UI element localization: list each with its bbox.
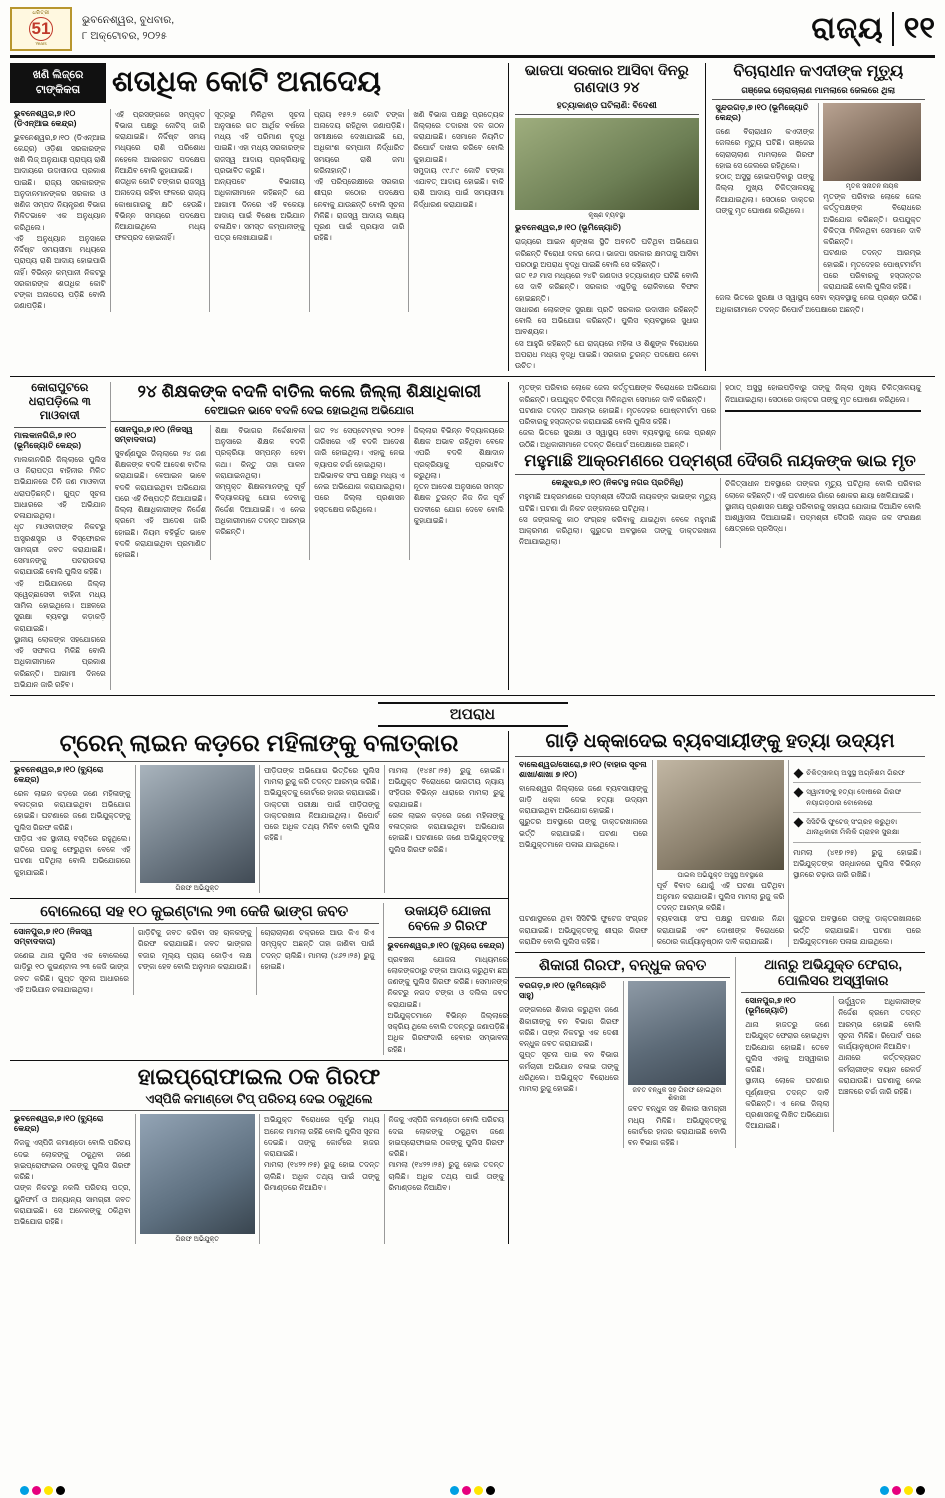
lead-column-2 <box>110 109 210 312</box>
murder-byline: ବାଲେଶ୍ୱର/ସୋରୋ,୭।୧୦ (ବାହାର ସୂଚନା ଶାଖା/ଶାଖା ୭।୧୦) <box>519 759 647 779</box>
highprofile-byline: ଭୁବନେଶ୍ୱର,୭।୧୦ (ବ୍ୟୁରୋ କେନ୍ଦ୍ର) <box>14 1114 104 1134</box>
color-swatch-yellow <box>904 1486 913 1495</box>
yojana-para-1: ପ୍ରବଞ୍ଚନା ଯୋଜନା ମାଧ୍ୟମରେ ଲୋକଙ୍କଠାରୁ ଟଙ୍କା ଆଦାୟ କରୁଥିବା ଛଅ ଜଣଙ୍କୁ ପୁଲିସ ଗିରଫ କରିଛି। ସେମାନଙ୍କ ନିକଟରୁ ନଗଦ ଟଙ୍କା ଓ ଦଲିଲ ଜବତ କରାଯାଇଛି। <box>387 954 508 1009</box>
divider <box>515 952 925 953</box>
divider <box>10 695 935 696</box>
lead-para-2: ଏହି ଅନୁଧ୍ୟାନ ଅନୁସାରେ ନିର୍ଦ୍ଦିଷ୍ଟ ସମୟସୀମା ମଧ୍ୟରେ ପ୍ରାପ୍ୟ ରାଶି ଆଦାୟ ହୋଇପାରି ନାହିଁ। ବିଭିନ୍ନ କମ୍ପାନୀ ନିକଟରୁ ସରକାରଙ୍କ ଶତାଧିକ କୋଟି ଟଙ୍କା ଅନାଦେୟ ପଡ଼ିଛି ବୋଲି ଜଣାପଡ଼ିଛି। <box>14 233 106 311</box>
lead-para-6: ଅନ୍ୟପଟେ ବିଭାଗୀୟ ଅଧିକାରୀମାନେ କହିଛନ୍ତି ଯେ ଆଗାମୀ ଦିନରେ ଏହି ବକେୟା ଆଦାୟ ପାଇଁ ବିଶେଷ ଅଭିଯାନ ଚଳାଯିବ। ସମସ୍ତ କମ୍ପାନୀଙ୍କୁ ପତ୍ର ଲେଖାଯାଇଛି। <box>214 177 305 243</box>
police-story <box>736 957 925 1148</box>
custody-photo-caption: ମୃତକ ସନାତନ ନାୟକ <box>845 183 899 191</box>
murder-photo <box>657 760 785 870</box>
divider <box>515 756 925 757</box>
custody-para-1: ଜଣେ ବିଚାରାଧୀନ କଏଦୀଙ୍କ ଜେଲରେ ମୃତ୍ୟୁ ଘଟିଛି। ଗଞ୍ଜେଇ ଚୋରାଚାଲାଣ ମାମଲାରେ ଗିରଫ ହୋଇ ସେ ଜେଲରେ ରହିଥିଲେ। <box>715 127 815 170</box>
lead-story <box>10 63 508 371</box>
minister-para-4: ସେ ଆହୁରି କହିଛନ୍ତି ଯେ ରାଜ୍ୟରେ ମହିଳା ଓ ଶିଶୁଙ୍କ ବିରୋଧରେ ଅପରାଧ ମଧ୍ୟ ବୃଦ୍ଧି ପାଇଛି। ସରକାର ତୁରନ୍ତ ପଦକ୍ଷେପ ନେବା ଉଚିତ। <box>515 338 699 371</box>
train-columns <box>10 765 508 893</box>
mid-block <box>10 382 935 690</box>
teacher-para-6: ଅଭିଭାବକ ସଂଘ ପକ୍ଷରୁ ମଧ୍ୟ ଏ ନେଇ ଅଭିଯୋଗ କରାଯାଇଥିଲା। ପରେ ଜିଲ୍ଲା ପ୍ରଶାସନ ହସ୍ତକ୍ଷେପ କରିଥିଲେ। <box>314 470 405 514</box>
swatch-group-left <box>20 1486 65 1495</box>
bolero-column-3 <box>256 927 379 995</box>
maoist-story <box>10 382 110 690</box>
masthead-right <box>811 12 935 46</box>
lead-column-5 <box>408 109 508 312</box>
bees-story <box>720 382 925 450</box>
lead-headline: ଶତାଧିକ କୋଟି ଅନାଦେୟ <box>112 65 382 98</box>
custody-column-2 <box>818 103 925 292</box>
top-right-block <box>508 63 925 371</box>
top-right-split <box>515 63 925 371</box>
divider <box>111 421 508 422</box>
masthead-left <box>10 7 174 51</box>
divider <box>725 410 921 412</box>
minister-para-2: ଗତ ୧୬ ମାସ ମଧ୍ୟରେ ୨୪ଟି ଗଣଦାଓ ହତ୍ୟାକାଣ୍ଡ ଘଟିଛି ବୋଲି ସେ ଦାବି କରିଛନ୍ତି। ସରକାର ଏଗୁଡ଼ିକୁ ରୋକିବାରେ ବିଫଳ ହୋଇଛନ୍ତି। <box>515 271 699 303</box>
mid-right-columns <box>515 382 925 450</box>
bolero-byline: ସୋନପୁର,୭।୧୦ (ନିଜସ୍ୱ ସମ୍ବାଦଦାତା) <box>14 927 93 947</box>
divider <box>14 427 106 428</box>
lead-column-3 <box>209 109 309 312</box>
masthead-date: ୮ ଅକ୍ଟୋବର, ୨୦୨୫ <box>82 29 167 42</box>
murder-para-2: ଗୁରୁତର ଅବସ୍ଥାରେ ତାଙ୍କୁ ଡାକ୍ତରଖାନାରେ ଭର୍ତ୍ତି କରାଯାଇଛି। ଘଟଣା ପରେ ଅଭିଯୁକ୍ତମାନେ ପଳାଇ ଯାଇଥିଲେ। <box>519 817 648 849</box>
divider <box>10 1110 508 1111</box>
minister-photo-caption: କୃଷ୍ଣ ବ୍ୟବସ୍ଥା <box>588 212 626 220</box>
teacher-para-3: ଶିକ୍ଷା ବିଭାଗର ନିର୍ଦ୍ଦେଶାବଳୀ ଅନୁସାରେ ଶିକ୍ଷକ ବଦଳି ପ୍ରକ୍ରିୟା ସମ୍ପନ୍ନ ହେବା କଥା। କିନ୍ତୁ ତାହା ପାଳନ କରାଯାଇନଥିଲା। <box>214 425 306 480</box>
hunter-para-1: ଜଙ୍ଗଲରେ ଶିକାର କରୁଥିବା ଜଣେ ଶିକାରୀଙ୍କୁ ବନ ବିଭାଗ ଗିରଫ କରିଛି। ତାଙ୍କ ନିକଟରୁ ଏକ ଦେଶୀ ବନ୍ଧୁକ ଜବତ କରାଯାଇଛି। <box>519 1005 619 1049</box>
bolero-column-2 <box>133 927 256 995</box>
custody-story <box>705 63 925 371</box>
highprofile-photo <box>140 1114 256 1234</box>
hunter-column-1 <box>515 981 623 1148</box>
teacher-byline: ସୋନପୁର,୭।୧୦ (ନିଜସ୍ୱ ସମ୍ବାଦଦାତା) <box>114 424 193 444</box>
murder-attempt-story <box>508 731 925 1244</box>
bolero-story <box>10 903 384 1055</box>
lead-kicker-tag: ଖଣି ଲିଜ୍‌ରେ ଟାଙ୍କିକତା <box>10 63 106 103</box>
masthead-dateline <box>82 13 174 45</box>
color-swatch-cyan <box>450 1486 459 1495</box>
crime-block <box>10 731 935 1244</box>
custody-byline: ସୁନ୍ଦରଗଡ଼,୭।୧୦ (ଭୂମିଜ୍ୟୋତି କେନ୍ଦ୍ର) <box>715 103 809 123</box>
bolero-para-2: ଗାଡ଼ିଟିକୁ ଜବତ କରିବା ସହ ଚାଳକଙ୍କୁ ଗିରଫ କରାଯାଇଛି। ଜବତ ଭାଙ୍ଗର ବଜାର ମୂଲ୍ୟ ପ୍ରାୟ କୋଡ଼ିଏ ଲକ୍ଷ ଟଙ୍କା ହେବ ବୋଲି ଅନୁମାନ କରାଯାଉଛି। <box>137 928 252 971</box>
train-byline: ଭୁବନେଶ୍ୱର,୭।୧୦ (ବ୍ୟୁରୋ କେନ୍ଦ୍ର) <box>14 764 104 784</box>
highprofile-para-2: ତାଙ୍କ ନିକଟରୁ ନକଲି ପରିଚୟ ପତ୍ର, ୟୁନିଫର୍ମ ଓ ଅନ୍ୟାନ୍ୟ ସାମଗ୍ରୀ ଜବତ କରାଯାଇଛି। ସେ ଅନେକଙ୍କୁ ଠକିଥିବା ଅଭିଯୋଗ ରହିଛି। <box>14 1183 131 1227</box>
maoist-para-3: ଏହି ଅଭିଯାନରେ ଜିଲ୍ଲା ସ୍ୱେଚ୍ଛାସେବୀ ବାହିନୀ ମଧ୍ୟ ସାମିଲ ହୋଇଥିଲେ। ଅଞ୍ଚଳରେ ସୁରକ୍ଷା ବ୍ୟବସ୍ଥା କଡ଼ାକଡ଼ି କରାଯାଇଛି। <box>14 578 106 633</box>
logo-years-label: Years <box>35 40 47 46</box>
police-para-1: ଥାନା ହାଜତରୁ ଜଣେ ଅଭିଯୁକ୍ତ ଫେରାର ହୋଇଥିବା ଅଭିଯୋଗ ହୋଇଛି। ତେବେ ପୁଲିସ ଏହାକୁ ଅସ୍ୱୀକାର କରିଛି। <box>745 1020 830 1075</box>
bullet-diamond-icon <box>794 788 804 798</box>
highprofile-para-5: ନିଜକୁ ଏସ୍‌ପିଜି କମାଣ୍ଡୋ ବୋଲି ପରିଚୟ ଦେଇ ଲୋକଙ୍କୁ ଠକୁଥିବା ଜଣେ ହାଇପ୍ରୋଫାଇଲ ଠକଙ୍କୁ ପୁଲିସ ଗିରଫ କରିଛି। <box>388 1115 504 1159</box>
bees-columns <box>515 478 925 547</box>
divider <box>712 99 925 100</box>
logo-name: ଧରିତ୍ରୀ <box>32 9 50 16</box>
bees-para-1: ମହୁମାଛି ଆକ୍ରମଣରେ ପଦ୍ମଶ୍ରୀ ଦୈତାରି ନାୟକଙ୍କ ଭାଇଙ୍କ ମୃତ୍ୟୁ ଘଟିଛି। ଘଟଣା ଗାଁ ନିକଟ ଜଙ୍ଗଲରେ ଘଟିଥିଲା। <box>519 492 716 513</box>
swatch-group-right <box>880 1486 925 1495</box>
train-column-3 <box>259 765 384 893</box>
maoist-headline: କୋରାପୁଟରେ ଧରାପଡ଼ିଲେ ୩ ମାଓବାଦୀ <box>28 382 91 422</box>
murder-column-6 <box>788 913 925 947</box>
murder-lower-columns <box>515 913 925 947</box>
bullet-text: ସିସିଟିଭି ଫୁଟେଜ୍ ସଂଗ୍ରହ କରୁଥିବା ଥାନାଧିକାରୀ ମିଲିକି ଗ୍ରାହକ ସୁରକ୍ଷା <box>806 817 900 837</box>
custody-photo <box>823 103 921 181</box>
teacher-para-7: ଜିଲ୍ଲାର ବିଭିନ୍ନ ବିଦ୍ୟାଳୟରେ ଶିକ୍ଷକ ଅଭାବ ରହିଥିବା ବେଳେ ଏପରି ବଦଳି ଶିକ୍ଷାଦାନ ପ୍ରକ୍ରିୟାକୁ ପ୍ରଭାବିତ କରୁଥିଲା। <box>413 425 504 480</box>
train-para-2: ପୀଡ଼ିତା ଏକ ସ୍ଥାନୀୟ ବସ୍ତିରେ ରହୁଥିଲେ। ରାତିରେ ଘରକୁ ଫେରୁଥିବା ବେଳେ ଏହି ଘଟଣା ଘଟିଥିଲା ବୋଲି ଅଭିଯୋଗରେ କୁହାଯାଇଛି। <box>14 833 131 877</box>
bullet-diamond-icon <box>794 768 804 778</box>
lead-para-4: ଶତାଧିକ କୋଟି ଟଙ୍କାର ରାଜସ୍ୱ ଅନାଦେୟ ରହିବା ଫଳରେ ରାଜ୍ୟ କୋଷାଗାରକୁ କ୍ଷତି ହେଉଛି। ବିଭିନ୍ନ ସମୟରେ ପଦକ୍ଷେପ ନିଆଯାଇଥିଲେ ମଧ୍ୟ ଫଳପ୍ରଦ ହୋଇନାହିଁ। <box>114 177 206 243</box>
highprofile-column-4 <box>384 1114 509 1244</box>
yojana-para-2: ଅଭିଯୁକ୍ତମାନେ ବିଭିନ୍ନ ଜିଲ୍ଲାରେ ସକ୍ରିୟ ଥିଲେ ବୋଲି ତଦନ୍ତରୁ ଜଣାପଡ଼ିଛି। ଅଧିକ ଗିରଫଦାରି ହେବାର ସମ୍ଭାବନା ରହିଛି। <box>387 1010 508 1054</box>
bees-column-2 <box>720 478 925 547</box>
murder-photo-caption: ଘାଇଲ ଅଭିଯୁକ୍ତ ଅସୁସ୍ଥ ଅବସ୍ଥାରେ <box>677 871 764 879</box>
maoist-para-2: ଧୃତ ମାଓବାଦୀଙ୍କ ନିକଟରୁ ଅସ୍ତ୍ରଶସ୍ତ୍ର ଓ ବିସ୍ଫୋରକ ସାମଗ୍ରୀ ଜବତ କରାଯାଇଛି। ସେମାନଙ୍କୁ ପଚରାଉଚରା କରାଯାଉଛି ବୋଲି ପୁଲିସ କହିଛି। <box>14 522 106 577</box>
hunter-photo-caption: ଜବତ ବନ୍ଧୁକ ସହ ଗିରଫ ହୋଇଥିବା ଶିକାରୀ <box>632 1087 722 1103</box>
police-para-2: ସ୍ଥାନୀୟ ଲୋକେ ଘଟଣାର ପୂର୍ଣ୍ଣାଙ୍ଗ ତଦନ୍ତ ଦାବି କରିଛନ୍ତି। ଏ ନେଇ ଜିଲ୍ଲା ପ୍ରଶାସନକୁ ଲିଖିତ ଅଭିଯୋଗ ଦିଆଯାଇଛି। <box>745 1076 830 1131</box>
divider <box>515 474 925 475</box>
police-column-2 <box>833 996 925 1132</box>
murder-para-5: ବ୍ୟବସାୟୀ ସଂଘ ପକ୍ଷରୁ ଘଟଣାର ନିନ୍ଦା କରାଯାଇଛି ଏବଂ ଦୋଷୀଙ୍କ ବିରୋଧରେ କଠୋର କାର୍ଯ୍ୟାନୁଷ୍ଠାନ ଦାବି କରାଯାଇଛି। <box>656 914 785 946</box>
teacher-column-2 <box>210 425 309 561</box>
yojana-headline: ଉକାୟତି ଯୋଜନା ବେଳେ ୬ ଗିରଫ <box>404 902 491 934</box>
color-swatch-black <box>486 1486 495 1495</box>
murder-para-7: ଗୁରୁତର ଅବସ୍ଥାରେ ତାଙ୍କୁ ଡାକ୍ତରଖାନାରେ ଭର୍ତ୍ତି କରାଯାଇଛି। ଘଟଣା ପରେ ଅଭିଯୁକ୍ତମାନେ ପଳାଇ ଯାଇଥିଲେ। <box>793 914 921 946</box>
custody-continuation <box>515 382 720 450</box>
masthead <box>10 6 935 58</box>
minister-byline: ଭୁବନେଶ୍ୱର,୭।୧୦ (ଭୂମିଜ୍ୟୋତି) <box>515 223 621 233</box>
bees-para-2: ସେ ଜଙ୍ଗଲକୁ କାଠ ସଂଗ୍ରହ କରିବାକୁ ଯାଇଥିବା ବେଳେ ମହୁମାଛି ଆକ୍ରମଣ କରିଥିଲା। ଗୁରୁତର ଅବସ୍ଥାରେ ତାଙ୍କୁ ଡାକ୍ତରଖାନା ନିଆଯାଇଥିଲା। <box>519 514 716 547</box>
mid-right-block <box>508 382 925 690</box>
color-swatch-magenta <box>32 1486 41 1495</box>
maoist-para-4: ସ୍ଥାନୀୟ ଲୋକଙ୍କ ସହଯୋଗରେ ଏହି ସଫଳତା ମିଳିଛି ବୋଲି ଅଧିକାରୀମାନେ ପ୍ରକାଶ କରିଛନ୍ତି। ଆଗାମୀ ଦିନରେ ଅଭିଯାନ ଜାରି ରହିବ। <box>14 634 106 689</box>
lead-para-8: ଏହି ପରିପ୍ରେକ୍ଷୀରେ ସରକାର ଶୀଘ୍ର କଠୋର ପଦକ୍ଷେପ ନେବାକୁ ଯାଉଛନ୍ତି ବୋଲି ସୂଚନା ମିଳିଛି। ରାଜସ୍ୱ ଆଦାୟ ଲକ୍ଷ୍ୟ ପୂରଣ ପାଇଁ ପ୍ରୟାସ ଜାରି ରହିଛି। <box>313 177 405 243</box>
murder-para-3: ପୂର୍ବ ବିବାଦ ଯୋଗୁଁ ଏହି ଘଟଣା ଘଟିଥିବା ଅନୁମାନ କରାଯାଉଛି। ପୁଲିସ ମାମଲା ରୁଜୁ କରି ତଦନ୍ତ ଆରମ୍ଭ କରିଛି। <box>656 880 785 913</box>
print-registration-bar <box>0 1482 945 1498</box>
custody-cont-para-4: ହଠାତ୍ ଅସୁସ୍ଥ ହୋଇପଡ଼ିବାରୁ ତାଙ୍କୁ ଜିଲ୍ଲା ମୁଖ୍ୟ ଚିକିତ୍ସାଳୟକୁ ନିଆଯାଇଥିଲା। ସେଠାରେ ଡାକ୍ତର ତାଙ୍କୁ ମୃତ ଘୋଷଣା କରିଥିଲେ। <box>725 383 921 404</box>
lead-para-1: ଭୁବନେଶ୍ୱର,୭।୧୦ (ଡିଏନ୍‌ଆଇ କେନ୍ଦ୍ର) ଓଡ଼ିଶା ସରକାରଙ୍କ ଖଣି ଲିଜ୍‌ ଅନୁଯାୟୀ ପ୍ରାପ୍ୟ ରାଶି ଆଦାୟରେ ଉଦାସୀନତା ପ୍ରକାଶ ପାଇଛି। ରାଜ୍ୟ ସରକାରଙ୍କ ଅନୁଦାନମାନଙ୍କର ସରକାର ଓ ଖଣିଜ ସମ୍ପଦ ନିୟନ୍ତ୍ରଣ ବିଭାଗ ମିଳିତଭାବେ ଏକ ଅନୁଧ୍ୟାନ କରିଥିଲେ। <box>14 132 106 232</box>
highprofile-column-3 <box>259 1114 384 1244</box>
lead-column-4 <box>309 109 409 312</box>
lead-byline: ଭୁବନେଶ୍ୱର,୭।୧୦ (ଡିଏନ୍‌ଆଇ କେନ୍ଦ୍ର) <box>14 108 77 128</box>
hunter-police-block <box>515 957 925 1148</box>
maoist-byline: ମାଲକାନଗିରି,୭।୧୦ (ଭୂମିଜ୍ୟୋତି କେନ୍ଦ୍ର) <box>14 430 82 450</box>
bolero-columns <box>10 927 379 995</box>
police-byline: ସୋନପୁର,୭।୧୦ (ଭୂମିଜ୍ୟୋତି) <box>745 996 796 1016</box>
train-para-5: ମାମଲା (୧୪୫୮।୨୫) ରୁଜୁ ହୋଇଛି। ଅଭିଯୁକ୍ତ ବିରୋଧରେ ଭାରତୀୟ ନ୍ୟାୟ ସଂହିତାର ବିଭିନ୍ନ ଧାରାରେ ମାମଲା ରୁଜୁ କରାଯାଇଛି। <box>388 765 504 809</box>
crime-section-banner: ଅପରାଧ <box>378 702 568 727</box>
train-para-4: ଡାକ୍ତରୀ ପରୀକ୍ଷା ପାଇଁ ପୀଡ଼ିତାଙ୍କୁ ଡାକ୍ତରଖାନା ନିଆଯାଇଥିଲା। ରିପୋର୍ଟ ପରେ ଅଧିକ ତଥ୍ୟ ମିଳିବ ବୋଲି ପୁଲିସ କହିଛି। <box>264 799 380 843</box>
police-columns <box>741 996 925 1132</box>
hunter-para-3: ଜବତ ବନ୍ଧୁକ ସହ ଶିକାର ସାମଗ୍ରୀ ମଧ୍ୟ ମିଳିଛି। ଅଭିଯୁକ୍ତଙ୍କୁ କୋର୍ଟରେ ହାଜର କରାଯାଇଛି ବୋଲି ବନ ବିଭାଗ କହିଛି। <box>627 1104 727 1148</box>
hunter-story <box>515 957 736 1148</box>
custody-para-2: ହଠାତ୍ ଅସୁସ୍ଥ ହୋଇପଡ଼ିବାରୁ ତାଙ୍କୁ ଜିଲ୍ଲା ମୁଖ୍ୟ ଚିକିତ୍ସାଳୟକୁ ନିଆଯାଇଥିଲା। ସେଠାରେ ଡାକ୍ତର ତାଙ୍କୁ ମୃତ ଘୋଷଣା କରିଥିଲେ। <box>715 172 815 215</box>
logo-anniversary-number: 51 <box>29 17 53 41</box>
bees-byline: କେନ୍ଦୁଝର,୭।୧୦ (ନିକଟସ୍ଥ ନଗର ପ୍ରତିନିଧି) <box>551 478 684 488</box>
murder-column-2 <box>652 760 789 914</box>
highprofile-para-4: ମାମଲା (୧୪୨୨।୨୫) ରୁଜୁ ହୋଇ ତଦନ୍ତ ଚାଲିଛି। ଅଧିକ ତଥ୍ୟ ପାଇଁ ତାଙ୍କୁ ରିମାଣ୍ଡରେ ନିଆଯିବ। <box>264 1160 380 1192</box>
teacher-headline: ୨୪ ଶିକ୍ଷକଙ୍କ ବଦଳି ବାତିଲ କଲେ ଜିଲ୍ଲା ଶିକ୍ଷାଧିକାରୀ <box>137 382 482 402</box>
bees-headline: ମହୁମାଛି ଆକ୍ରମଣରେ ପଦ୍ମଶ୍ରୀ ଦୈତାରି ନାୟକଙ୍କ ଭାଇ ମୃତ <box>524 451 916 470</box>
divider <box>10 761 508 762</box>
train-column-1 <box>10 765 135 893</box>
custody-para-4: ଘଟଣାର ତଦନ୍ତ ଆରମ୍ଭ ହୋଇଛି। ମୃତଦେହର ପୋଷ୍ଟମର୍ଟମ ପରେ ପରିବାରକୁ ହସ୍ତାନ୍ତର କରାଯାଇଛି ବୋଲି ପୁଲିସ କହିଛି। <box>823 248 921 292</box>
divider <box>515 977 730 978</box>
murder-columns <box>515 760 925 914</box>
hunter-headline: ଶିକାରୀ ଗିରଫ, ବନ୍ଧୁକ ଜବତ <box>539 957 707 975</box>
color-swatch-black <box>916 1486 925 1495</box>
page-number: ୧୧ <box>892 12 935 46</box>
bolero-column-1 <box>10 927 133 995</box>
hunter-byline: ବରଗଡ଼,୭।୧୦ (ଭୂମିଜ୍ୟୋତି ସାହୁ) <box>519 981 607 1001</box>
custody-column-1 <box>712 103 819 292</box>
lead-para-7: ପ୍ରାୟ ୧୫୨.୨ କୋଟି ଟଙ୍କା ଅନାଦେୟ ରହିଥିବା ଜଣାପଡ଼ିଛି। ସମୀକ୍ଷାରେ ଦେଖାଯାଇଛି ଯେ, ଅଧିକାଂଶ କମ୍ପାନୀ ନିର୍ଦ୍ଧାରିତ ସମୟରେ ରାଶି ଜମା କରିନାହାନ୍ତି। <box>313 109 405 175</box>
custody-subhead: ଗଞ୍ଜେଇ ଚୋରାଚାଲାଣ ମାମଲାରେ ଜେଲରେ ଥିଲା <box>741 84 896 95</box>
divider <box>388 937 509 938</box>
highprofile-story <box>10 1065 508 1245</box>
train-para-6: ରେଳ ଲାଇନ କଡ଼ରେ ଜଣେ ମହିଳାଙ୍କୁ ବଳାତ୍କାର କରାଯାଇଥିବା ଅଭିଯୋଗ ହୋଇଛି। ଘଟଣାରେ ଜଣେ ଅଭିଯୁକ୍ତଙ୍କୁ ପୁଲିସ ଗିରଫ କରିଛି। <box>388 810 504 854</box>
minister-para-3: ସାଧାରଣ ଲୋକଙ୍କ ସୁରକ୍ଷା ପ୍ରତି ସରକାର ଉଦାସୀନ ରହିଛନ୍ତି ବୋଲି ସେ ଅଭିଯୋଗ କରିଛନ୍ତି। ପୁଲିସ ବ୍ୟବସ୍ଥାରେ ସୁଧାର ଆବଶ୍ୟକ। <box>515 304 699 337</box>
maoist-para-1: ମାଲକାନଗିରି ଜିଲ୍ଲାରେ ପୁଲିସ ଓ ନିରାପତ୍ତା ବାହିନୀର ମିଳିତ ଅଭିଯାନରେ ତିନି ଜଣ ମାଓବାଦୀ ଧରାପଡ଼ିଛନ୍ତି। ଗୁପ୍ତ ସୂଚନା ଆଧାରରେ ଏହି ଅଭିଯାନ ଚଳାଯାଇଥିଲା। <box>14 454 106 521</box>
list-item <box>793 813 921 843</box>
murder-column-4 <box>515 913 652 947</box>
top-block <box>10 63 935 371</box>
train-photo-caption: ଗିରଫ ଅଭିଯୁକ୍ତ <box>175 884 220 892</box>
highprofile-para-3: ଅଭିଯୁକ୍ତ ବିରୋଧରେ ପୂର୍ବରୁ ମଧ୍ୟ ଅନେକ ମାମଲା ରହିଛି ବୋଲି ପୁଲିସ ସୂଚନା ଦେଇଛି। ତାଙ୍କୁ କୋର୍ଟରେ ହାଜର କରାଯାଇଛି। <box>264 1115 380 1159</box>
highprofile-subhead: ଏସ୍‌ପିଜି କମାଣ୍ଡୋ ଟିପ୍ ପରିଚୟ ଦେଇ ଠକୁଥିଲେ <box>145 1092 373 1107</box>
teacher-para-2: ଜିଲ୍ଲା ଶିକ୍ଷାଧିକାରୀଙ୍କ ନିର୍ଦ୍ଦେଶ କ୍ରମେ ଏହି ଆଦେଶ ଜାରି ହୋଇଛି। ନିୟମ ବହିର୍ଭୂତ ଭାବେ ବଦଳି କରାଯାଇଥିବା ପ୍ରମାଣିତ ହୋଇଛି। <box>114 505 206 560</box>
divider <box>515 114 699 115</box>
list-item <box>793 783 921 813</box>
section-title: ରାଜ୍ୟ <box>811 11 884 45</box>
custody-cont-para-2: ଘଟଣାର ତଦନ୍ତ ଆରମ୍ଭ ହୋଇଛି। ମୃତଦେହର ପୋଷ୍ଟମର୍ଟମ ପରେ ପରିବାରକୁ ହସ୍ତାନ୍ତର କରାଯାଇଛି ବୋଲି ପୁଲିସ କହିଛି। <box>519 405 716 427</box>
train-headline: ଟ୍ରେନ୍ ଲାଇନ କଡ଼ରେ ମହିଳାଙ୍କୁ ବଳାତ୍କାର <box>59 730 459 758</box>
list-item <box>793 764 921 783</box>
lead-para-5: ସୂତ୍ରରୁ ମିଳିଥିବା ସୂଚନା ଅନୁସାରେ ଗତ ଆର୍ଥିକ ବର୍ଷରେ ମଧ୍ୟ ଏହି ପରିମାଣ ବୃଦ୍ଧି ପାଇଛି। ଏହା ମଧ୍ୟ ସରକାରଙ୍କ ରାଜସ୍ୱ ଆଦାୟ ପ୍ରକ୍ରିୟାକୁ ପ୍ରଭାବିତ କରୁଛି। <box>214 109 305 175</box>
train-story <box>10 731 508 1244</box>
bullet-diamond-icon <box>794 818 804 828</box>
murder-para-4: ଘଟଣାସ୍ଥଳରେ ଥିବା ସିସିଟିଭି ଫୁଟେଜ ସଂଗ୍ରହ କରାଯାଇଛି। ଅଭିଯୁକ୍ତଙ୍କୁ ଶୀଘ୍ର ଗିରଫ କରାଯିବ ବୋଲି ପୁଲିସ କହିଛି। <box>519 914 648 946</box>
murder-headline: ଗାଡ଼ି ଧକ୍କାଦେଇ ବ୍ୟବସାୟୀଙ୍କୁ ହତ୍ୟା ଉଦ୍ୟମ <box>545 731 895 753</box>
hunter-photo <box>628 981 727 1085</box>
hunter-columns <box>515 981 730 1148</box>
color-swatch-yellow <box>44 1486 53 1495</box>
minister-para-1: ରାଜ୍ୟରେ ଆଇନ ଶୃଙ୍ଖଳା ସ୍ଥିତି ଅବନତି ଘଟିଥିବା ଅଭିଯୋଗ କରିଛନ୍ତି ବିରୋଧୀ ଦଳର ନେତା। ଭାଜପା ସରକାର କ୍ଷମତାକୁ ଆସିବା ପରଠାରୁ ଅପରାଧ ବୃଦ୍ଧି ପାଇଛି ବୋଲି ସେ କହିଛନ୍ତି। <box>515 237 699 269</box>
train-column-2 <box>135 765 260 893</box>
lead-para-9: ଖଣି ବିଭାଗ ପକ୍ଷରୁ ପ୍ରତ୍ୟେକ ଜିଲ୍ଲାରେ ତଦାରଖ ଦଳ ଗଠନ କରାଯାଇଛି। ସେମାନେ ନିୟମିତ ରିପୋର୍ଟ ଦାଖଲ କରିବେ ବୋଲି କୁହାଯାଇଛି। <box>413 109 504 164</box>
teacher-story <box>110 382 508 690</box>
lead-columns <box>10 109 508 312</box>
color-swatch-yellow <box>474 1486 483 1495</box>
divider <box>10 1060 508 1061</box>
minister-story <box>515 63 705 371</box>
teacher-para-8: ନୂତନ ଆଦେଶ ଅନୁସାରେ ସମସ୍ତ ଶିକ୍ଷକ ତୁରନ୍ତ ନିଜ ନିଜ ପୂର୍ବ ପଦବୀରେ ଯୋଗ ଦେବେ ବୋଲି କୁହାଯାଇଛି। <box>413 482 504 525</box>
police-para-4: ଥାନାରେ କର୍ତ୍ତବ୍ୟରତ କର୍ମଚାରୀଙ୍କ ବୟାନ ରେକର୍ଡ କରାଯାଉଛି। ଘଟଣାକୁ ନେଇ ଅଞ୍ଚଳରେ ଚର୍ଚ୍ଚା ଜାରି ରହିଛି। <box>838 1053 921 1097</box>
yojana-byline: ଭୁବନେଶ୍ୱର,୭।୧୦ (ବ୍ୟୁରୋ କେନ୍ଦ୍ର) <box>387 940 505 950</box>
minister-headline: ଭାଜପା ସରକାର ଆସିବା ଦିନରୁ ଗଣଦାଓ ୨୪ <box>524 63 689 97</box>
teacher-para-4: ସମ୍ପୃକ୍ତ ଶିକ୍ଷକମାନଙ୍କୁ ପୂର୍ବ ବିଦ୍ୟାଳୟକୁ ଯୋଗ ଦେବାକୁ ନିର୍ଦ୍ଦେଶ ଦିଆଯାଇଛି। ଏ ନେଇ ଅଧିକାରୀମାନେ ତଦନ୍ତ ଆରମ୍ଭ କରିଛନ୍ତି। <box>214 482 306 537</box>
minister-photo <box>515 118 699 210</box>
train-para-3: ପୀଡ଼ିତାଙ୍କ ଅଭିଯୋଗ ଭିତ୍ତିରେ ପୁଲିସ ମାମଲା ରୁଜୁ କରି ତଦନ୍ତ ଆରମ୍ଭ କରିଛି। ଅଭିଯୁକ୍ତକୁ କୋର୍ଟରେ ହାଜର କରାଯାଇଛି। <box>264 765 380 798</box>
teacher-para-5: ଗତ ୨୪ ସେପ୍ଟେମ୍ବର ୨୦୨୫ ତାରିଖରେ ଏହି ବଦଳି ଆଦେଶ ଜାରି ହୋଇଥିଲା। ଏହାକୁ ନେଇ ବ୍ୟାପକ ଚର୍ଚ୍ଚା ହୋଇଥିଲା। <box>314 425 405 469</box>
custody-cont-para-3: ଜେଲ ଭିତରେ ସୁରକ୍ଷା ଓ ସ୍ୱାସ୍ଥ୍ୟ ସେବା ବ୍ୟବସ୍ଥାକୁ ନେଇ ପ୍ରଶ୍ନ ଉଠିଛି। ଅଧିକାରୀମାନେ ତଦନ୍ତ ରିପୋର୍ଟ ଅପେକ୍ଷାରେ ଅଛନ୍ତି। <box>519 428 716 449</box>
police-para-3: ଊର୍ଦ୍ଧ୍ୱତନ ଅଧିକାରୀଙ୍କ ନିର୍ଦ୍ଦେଶ କ୍ରମେ ତଦନ୍ତ ଆରମ୍ଭ ହୋଇଛି ବୋଲି ସୂଚନା ମିଳିଛି। ରିପୋର୍ଟ ପରେ କାର୍ଯ୍ୟାନୁଷ୍ଠାନ ନିଆଯିବ। <box>838 997 921 1052</box>
bolero-headline: ବୋଲେରୋ ସହ ୧୦ କୁଇଣ୍ଟାଲ ୨୩ କେଜି ଭାଙ୍ଗ ଜବତ <box>40 902 349 920</box>
murder-column-1 <box>515 760 652 914</box>
masthead-place: ଭୁବନେଶ୍ୱର, ବୁଧବାର, <box>82 13 175 26</box>
yojana-story <box>384 903 509 1055</box>
teacher-column-4 <box>409 425 508 561</box>
highprofile-column-2 <box>135 1114 260 1244</box>
murder-para-1: ବାଲେଶ୍ୱର ଜିଲ୍ଲାରେ ଜଣେ ବ୍ୟବସାୟୀଙ୍କୁ ଗାଡ଼ି ଧକ୍କା ଦେଇ ହତ୍ୟା ଉଦ୍ୟମ କରାଯାଇଥିବା ଅଭିଯୋଗ ହୋଇଛି। <box>519 783 648 816</box>
lead-column-1 <box>10 109 110 312</box>
teacher-columns <box>111 425 508 561</box>
murder-bullet-list <box>793 764 921 843</box>
divider <box>10 376 935 377</box>
murder-para-6: ମାମଲା (୪୧୭।୨୫) ରୁଜୁ ହୋଇଛି। ଅଭିଯୁକ୍ତଙ୍କ ସନ୍ଧାନରେ ପୁଲିସ ବିଭିନ୍ନ ସ୍ଥାନରେ ଚଢ଼ାଉ ଜାରି ରଖିଛି। <box>793 847 921 880</box>
teacher-column-1 <box>111 425 210 561</box>
swatch-group-center <box>450 1486 495 1495</box>
color-swatch-black <box>56 1486 65 1495</box>
custody-para-5: ଜେଲ ଭିତରେ ସୁରକ୍ଷା ଓ ସ୍ୱାସ୍ଥ୍ୟ ସେବା ବ୍ୟବସ୍ଥାକୁ ନେଇ ପ୍ରଶ୍ନ ଉଠିଛି। ଅଧିକାରୀମାନେ ତଦନ୍ତ ରିପୋର୍ଟ ଅପେକ୍ଷାରେ ଅଛନ୍ତି। <box>715 293 921 314</box>
divider <box>10 923 379 924</box>
bolero-para-1: ଜଣେଇ ଥାନା ପୁଲିସ ଏକ ବୋଲେରୋ ଗାଡ଼ିରୁ ୧୦ କୁଇଣ୍ଟାଲ ୨୩ କେଜି ଭାଙ୍ଗ ଜବତ କରିଛି। ଗୁପ୍ତ ସୂଚନା ଆଧାରରେ ଏହି ଅଭିଯାନ ଚଳାଯାଇଥିଲା। <box>14 951 129 994</box>
lead-para-3: ଏହି ପ୍ରସଙ୍ଗରେ ସମ୍ପୃକ୍ତ ବିଭାଗ ପକ୍ଷରୁ ନୋଟିସ୍ ଜାରି କରାଯାଇଛି। ନିର୍ଦ୍ଦିଷ୍ଟ ସମୟ ମଧ୍ୟରେ ରାଶି ପରିଶୋଧ ନହେଲେ ଆଇନଗତ ପଦକ୍ଷେପ ନିଆଯିବ ବୋଲି କୁହାଯାଇଛି। <box>114 109 206 175</box>
bullet-text: ଚିକିତ୍ସାଳୟ ଅସୁସ୍ଥ ଅଗ୍ନିଶମ ଗିରଫ <box>806 767 905 777</box>
custody-columns <box>712 103 925 292</box>
teacher-para-1: ସୁବର୍ଣ୍ଣପୁର ଜିଲ୍ଲାରେ ୨୪ ଜଣ ଶିକ୍ଷକଙ୍କ ବଦଳି ଆଦେଶ ବାତିଲ କରାଯାଇଛି। ବେଆଇନ ଭାବେ ବଦଳି କରାଯାଇଥିବା ଅଭିଯୋଗ ପରେ ଏହି ନିଷ୍ପତ୍ତି ନିଆଯାଇଛି। <box>114 448 206 503</box>
teacher-subhead: ବେଆଇନ ଭାବେ ବଦଳି ଦେଇ ହୋଇଥିଲା ଅଭିଯୋଗ <box>204 404 414 417</box>
highprofile-columns <box>10 1114 508 1244</box>
color-swatch-cyan <box>20 1486 29 1495</box>
bullet-text: ସ୍ୱାମୀଙ୍କୁ ହତ୍ୟା ଦୋଷରେ ଗିରଫ ନୟାଗଡ଼ଠାର ବୋଲେରୋ <box>806 787 902 807</box>
bolero-yojana-block <box>10 903 508 1055</box>
lead-headline-row <box>10 63 508 103</box>
mid-left-columns <box>10 382 508 690</box>
highprofile-para-6: ମାମଲା (୧୪୨୨।୨୫) ରୁଜୁ ହୋଇ ତଦନ୍ତ ଚାଲିଛି। ଅଧିକ ତଥ୍ୟ ପାଇଁ ତାଙ୍କୁ ରିମାଣ୍ଡରେ ନିଆଯିବ। <box>388 1160 504 1192</box>
murder-column-5 <box>652 913 789 947</box>
highprofile-headline: ହାଇପ୍ରୋଫାଇଲ ଠକ ଗିରଫ <box>137 1063 381 1089</box>
highprofile-para-1: ନିଜକୁ ଏସ୍‌ପିଜି କମାଣ୍ଡୋ ବୋଲି ପରିଚୟ ଦେଇ ଲୋକଙ୍କୁ ଠକୁଥିବା ଜଣେ ହାଇପ୍ରୋଫାଇଲ ଠକଙ୍କୁ ପୁଲିସ ଗିରଫ କରିଛି। <box>14 1138 131 1182</box>
lead-para-10: ସମୁଦାୟ ୯୯.୮୯ କୋଟି ଟଙ୍କା ଏଯାବତ୍ ଆଦାୟ ହୋଇଛି। ବାକି ରାଶି ଆଦାୟ ପାଇଁ ସମୟସୀମା ନିର୍ଦ୍ଧାରଣ କରାଯାଇଛି। <box>413 165 504 209</box>
police-column-1 <box>741 996 833 1132</box>
train-para-1: ରେଳ ଲାଇନ କଡ଼ରେ ଜଣେ ମହିଳାଙ୍କୁ ବଳାତ୍କାର କରାଯାଇଥିବା ଅଭିଯୋଗ ହୋଇଛି। ଘଟଣାରେ ଜଣେ ଅଭିଯୁକ୍ତଙ୍କୁ ପୁଲିସ ଗିରଫ କରିଛି। <box>14 788 131 832</box>
divider <box>10 898 508 899</box>
color-swatch-magenta <box>892 1486 901 1495</box>
bees-para-4: ସ୍ଥାନୀୟ ପ୍ରଶାସନ ପକ୍ଷରୁ ପରିବାରକୁ ସହାୟତା ଯୋଗାଇ ଦିଆଯିବ ବୋଲି ଆଶ୍ୱାସନା ଦିଆଯାଇଛି। ପଦ୍ମଶ୍ରୀ ଦୈତାରି ନାୟକ ଜଳ ସଂରକ୍ଷଣ କ୍ଷେତ୍ରରେ ପ୍ରସିଦ୍ଧ। <box>725 501 921 534</box>
color-swatch-cyan <box>880 1486 889 1495</box>
murder-sidebar <box>788 760 925 914</box>
train-column-4 <box>384 765 509 893</box>
hunter-para-2: ଗୁପ୍ତ ସୂଚନା ପାଇ ବନ ବିଭାଗ କର୍ମଚାରୀ ଅଭିଯାନ ଚଳାଇ ତାଙ୍କୁ ଧରିଥିଲେ। ଅଭିଯୁକ୍ତ ବିରୋଧରେ ମାମଲା ରୁଜୁ ହୋଇଛି। <box>519 1050 619 1094</box>
train-photo <box>140 765 256 883</box>
highprofile-column-1 <box>10 1114 135 1244</box>
mid-left-block <box>10 382 508 690</box>
newspaper-logo <box>10 7 72 51</box>
teacher-column-3 <box>309 425 408 561</box>
police-headline: ଥାନାରୁ ଅଭିଯୁକ୍ତ ଫେରାର, ପୋଲିସର ଅସ୍ୱୀକାର <box>764 957 903 989</box>
custody-headline: ବିଚାରାଧୀନ କଏଦୀଙ୍କ ମୃତ୍ୟୁ <box>733 63 904 80</box>
custody-para-3: ମୃତଙ୍କ ପରିବାର ଲୋକେ ଜେଲ କର୍ତ୍ତୃପକ୍ଷଙ୍କ ବିରୋଧରେ ଅଭିଯୋଗ କରିଛନ୍ତି। ଉପଯୁକ୍ତ ଚିକିତ୍ସା ମିଳିନଥିବା ସେମାନେ ଦାବି କରିଛନ୍ତି। <box>823 192 921 247</box>
custody-cont-para-1: ମୃତଙ୍କ ପରିବାର ଲୋକେ ଜେଲ କର୍ତ୍ତୃପକ୍ଷଙ୍କ ବିରୋଧରେ ଅଭିଯୋଗ କରିଛନ୍ତି। ଉପଯୁକ୍ତ ଚିକିତ୍ସା ମିଳିନଥିବା ସେମାନେ ଦାବି କରିଛନ୍ତି। <box>519 383 716 404</box>
minister-subhead: ହତ୍ୟାକାଣ୍ଡ ଘଟିଲାଣି: ବିଦେଶୀ <box>556 100 657 111</box>
hunter-column-2 <box>623 981 731 1148</box>
highprofile-photo-caption: ଗିରଫ ଅଭିଯୁକ୍ତ <box>175 1236 220 1244</box>
bees-para-3: ଚିକିତ୍ସାଧୀନ ଅବସ୍ଥାରେ ତାଙ୍କର ମୃତ୍ୟୁ ଘଟିଥିଲା ବୋଲି ପରିବାର ଲୋକେ କହିଛନ୍ତି। ଏହି ଘଟଣାରେ ଗାଁରେ ଶୋକର ଛାୟା ଖେଳିଯାଇଛି। <box>725 479 921 500</box>
bees-column-1 <box>515 478 720 547</box>
bolero-para-3: ଚୋରାଚାଲାଣ ଚକ୍ରରେ ଆଉ କିଏ କିଏ ସମ୍ପୃକ୍ତ ଅଛନ୍ତି ତାହା ଜାଣିବା ପାଇଁ ତଦନ୍ତ ଚାଲିଛି। ମାମଲା (୪୬୨।୨୫) ରୁଜୁ ହୋଇଛି। <box>260 928 375 971</box>
divider <box>741 992 925 993</box>
color-swatch-magenta <box>462 1486 471 1495</box>
